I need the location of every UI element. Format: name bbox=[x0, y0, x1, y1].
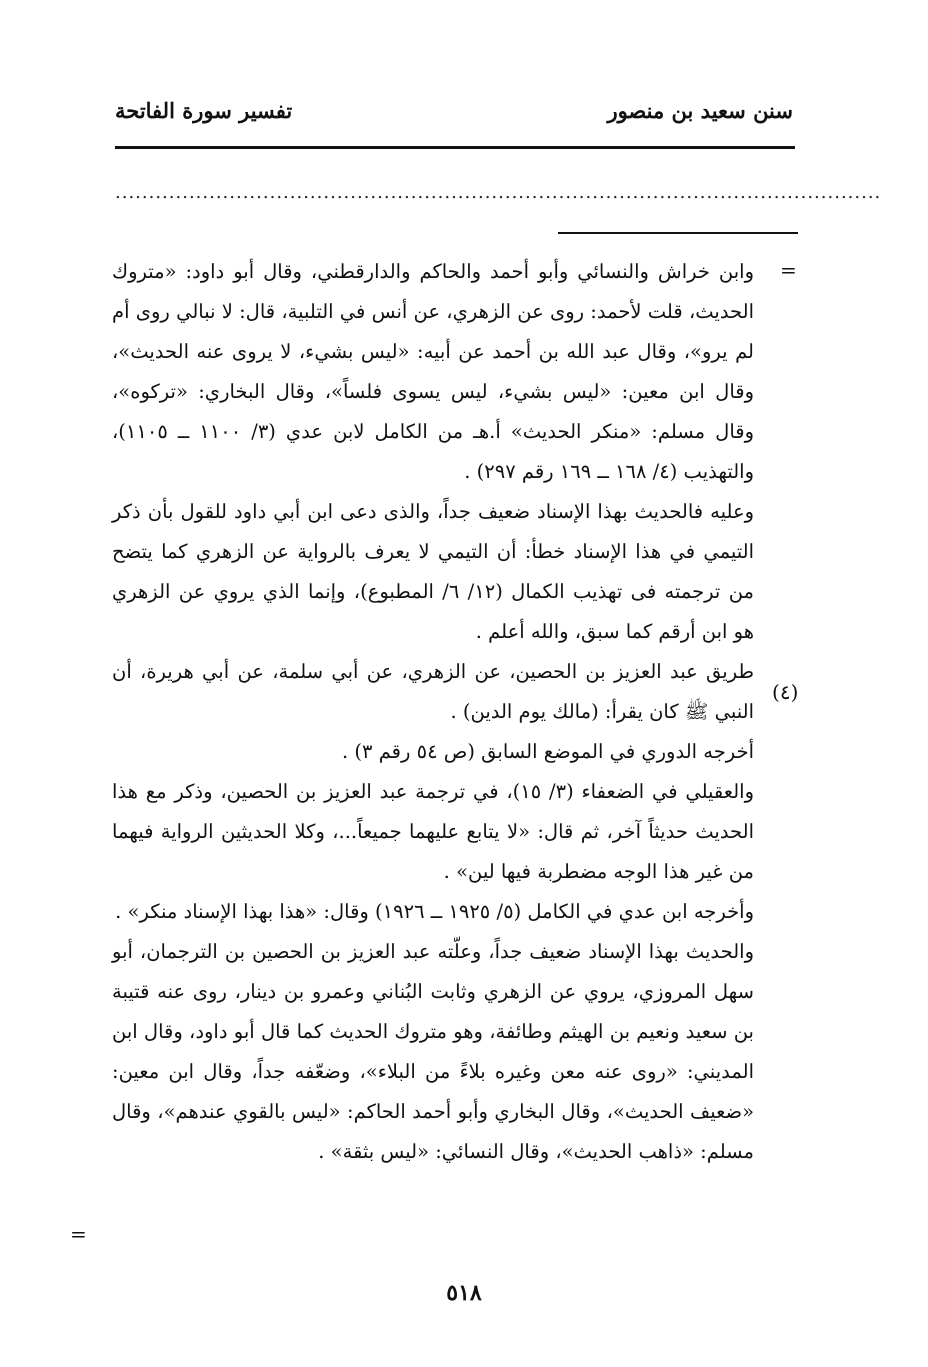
paragraph: والعقيلي في الضعفاء (٣/ ١٥)، في ترجمة عبد العزيز بن الحصين، وذكر مع هذا الحديث حديثاً آخر، ثم قال: «لا يتابع عليهما جميعاً...، وكلا الحديثين الرواية فيهما من غير هذا الوجه مضطربة فيها لين» . bbox=[112, 780, 754, 883]
paragraph: وعليه فالحديث بهذا الإسناد ضعيف جداً، والذى دعى ابن أبي داود للقول بأن ذكر التيمي في هذا الإسناد خطأ: أن التيمي لا يعرف بالرواية عن الزهري كما يتضح من ترجمته فى تهذيب الكمال (١٢/ ٦/ المطبوع)، وإنما الذي يروي عن الزهري هو ابن أرقم كما سبق، والله أعلم . bbox=[112, 500, 754, 643]
continuation-start-marker: = bbox=[780, 258, 797, 282]
header-rule bbox=[115, 146, 795, 149]
footnote-rule bbox=[558, 232, 798, 234]
note-number-marker: (٤) bbox=[772, 680, 799, 704]
paragraph: أخرجه الدوري في الموضع السابق (ص ٥٤ رقم ٣) . bbox=[342, 740, 754, 763]
page-number: ٥١٨ bbox=[446, 1280, 482, 1306]
paragraph: والحديث بهذا الإسناد ضعيف جداً، وعلّته عبد العزيز بن الحصين بن الترجمان، أبو سهل المروزي، يروي عن الزهري وثابت البُناني وعمرو بن دينار، روى عنه قتيبة بن سعيد ونعيم بن الهيثم وطائفة، وهو متروك الحديث كما قال أبو داود، وقال ابن المديني: «روى عنه معن وغيره بلاءً من البلاء»، وضعّفه جداً، وقال ابن معين: «ضعيف الحديث»، وقال البخاري وأبو أحمد الحاكم: «ليس بالقوي عندهم»، وقال مسلم: «ذاهب الحديث»، وقال النسائي: «ليس بثقة» . bbox=[112, 940, 754, 1163]
section-title: تفسير سورة الفاتحة bbox=[115, 98, 293, 123]
page-header bbox=[115, 98, 793, 132]
paragraph: طريق عبد العزيز بن الحصين، عن الزهري، عن أبي سلمة، عن أبي هريرة، أن النبي ﷺ كان يقرأ: (مالك يوم الدين) . bbox=[112, 660, 754, 723]
paragraph: وابن خراش والنسائي وأبو أحمد والحاكم والدارقطني، وقال أبو داود: «متروك الحديث، قلت لأحمد: روى عن الزهري، عن أنس في التلبية، قال: لا نبالي روى أم لم يرو»، وقال عبد الله بن أحمد عن أبيه: «ليس بشيء، لا يروى عنه الحديث»، وقال ابن معين: «ليس بشيء، ليس يسوى فلساً»، وقال البخاري: «تركوه»، وقال مسلم: «منكر الحديث» أ.هـ من الكامل لابن عدي (٣/ ١١٠٠ ــ ١١٠٥)، والتهذيب (٤/ ١٦٨ ــ ١٦٩ رقم ٢٩٧) . bbox=[112, 260, 754, 483]
dotted-separator: .................................................................................................................. bbox=[115, 182, 882, 203]
continuation-end-marker: = bbox=[70, 1222, 87, 1246]
paragraph: وأخرجه ابن عدي في الكامل (٥/ ١٩٢٥ ــ ١٩٢٦) وقال: «هذا بهذا الإسناد منكر» . bbox=[115, 900, 754, 923]
footnote-body bbox=[112, 252, 754, 1172]
book-title: سنن سعيد بن منصور bbox=[607, 98, 793, 123]
